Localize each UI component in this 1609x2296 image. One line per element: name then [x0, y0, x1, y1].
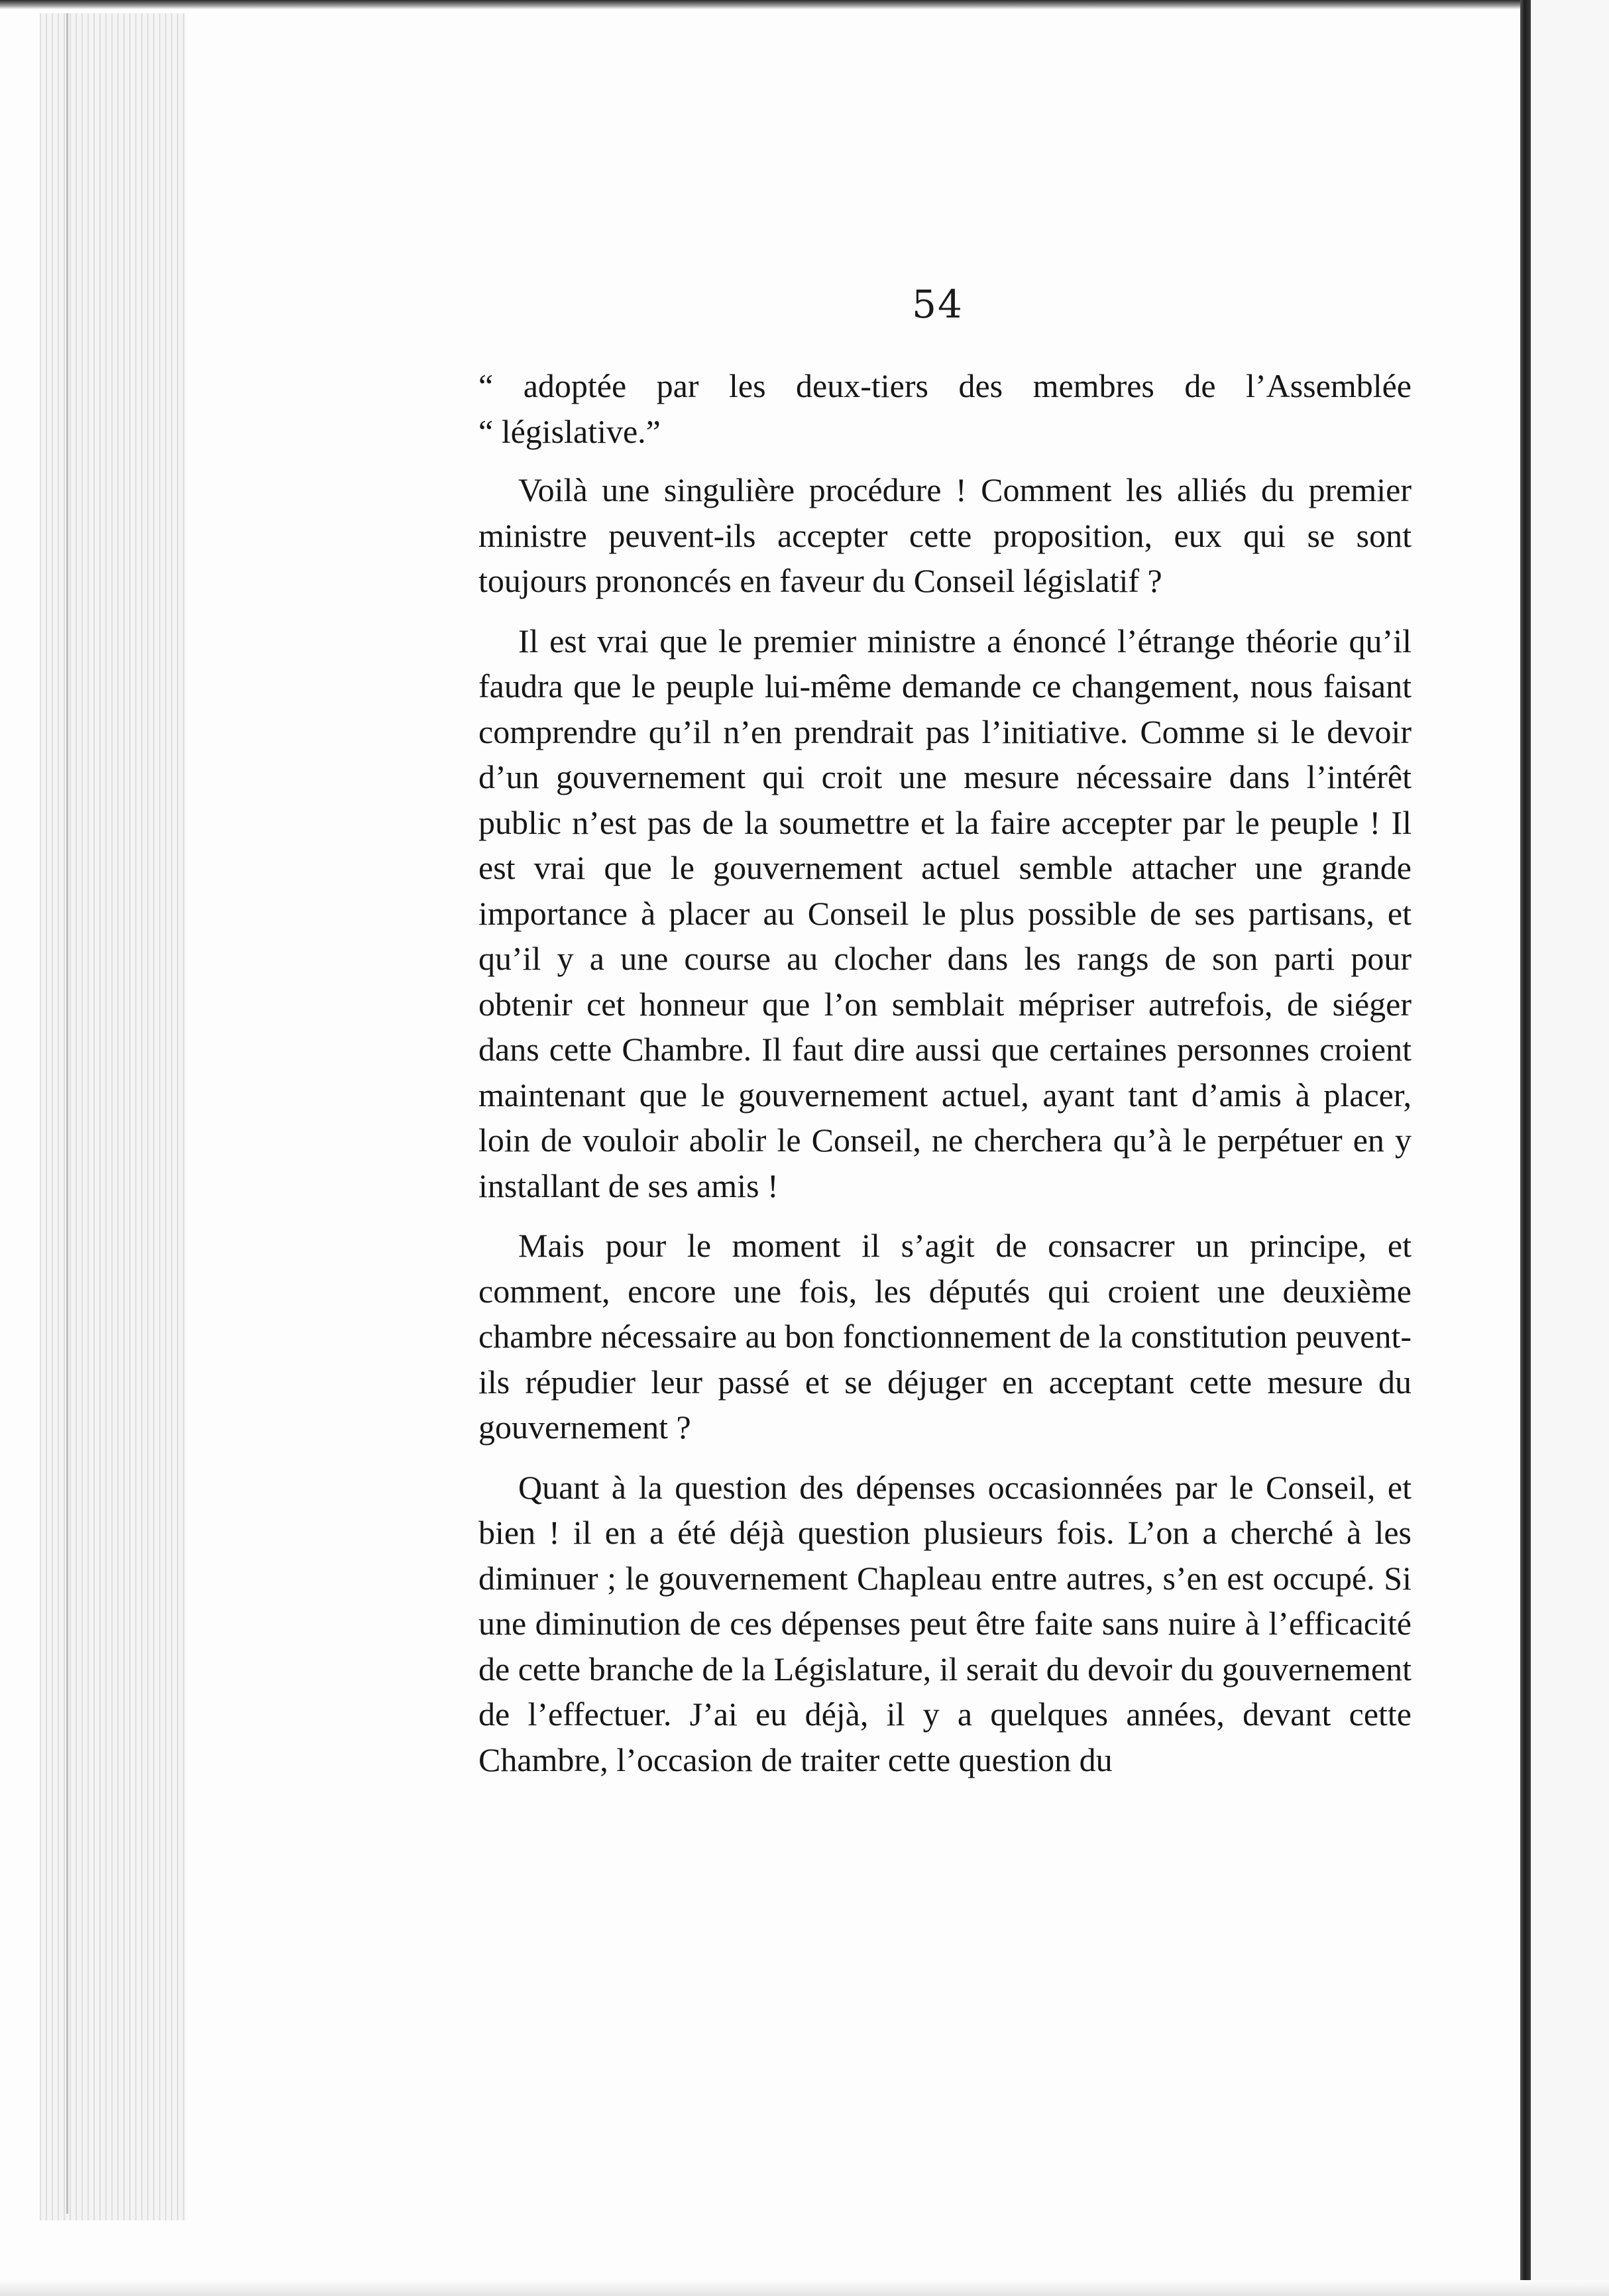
binding-edge — [1520, 0, 1531, 2296]
body-text — [478, 363, 1412, 1797]
paragraph-3: Mais pour le moment il s’agit de consacrer un principe, et comment, encore une fois, les députés qui croient une deuxième chambre nécessaire au bon fonctionnement de la constitution peuvent-ils répudier leur passé et se déjuger en acceptant cette mesure du gouvernement ? — [478, 1227, 1412, 1446]
scan-top-edge — [0, 0, 1609, 9]
page-edge-shadow — [66, 13, 68, 2214]
paragraph-2: Il est vrai que le premier ministre a énoncé l’étrange théorie qu’il faudra que le peuple lui-même demande ce changement, nous faisant comprendre qu’il n’en prendrait pas l’initiative. Comme si le devoir d’un gouvernement qui croit une mesure nécessaire dans l’intérêt public n’est pas de la soumettre et la faire accepter par le peuple ! Il est vrai que le gouvernement actuel semble attacher une grande importance à placer au Conseil le plus possible de ses partisans, et qu’il y a une course au clocher dans les rangs de son parti pour obtenir cet honneur que l’on semblait mépriser autrefois, de siéger dans cette Chambre. Il faut dire aussi que certaines personnes croient maintenant que le gouvernement actuel, ayant tant d’amis à placer, loin de vouloir abolir le Conseil, ne cherchera qu’à le perpétuer en y installant de ses amis ! — [478, 622, 1412, 1204]
quote-line-1: “ adoptée par les deux-tiers des membres de l’Assemblée — [478, 367, 1412, 404]
page-number: 54 — [912, 282, 964, 327]
scan-bottom-edge — [0, 2280, 1609, 2296]
paragraph-4: Quant à la question des dépenses occasionnées par le Conseil, et bien ! il en a été déjà question plusieurs fois. L’on a cherché à les diminuer ; le gouvernement Chapleau entre autres, s’en est occupé. Si une diminution de ces dépenses peut être faite sans nuire à l’efficacité de cette branche de la Législature, il serait du devoir du gouvernement de l’effectuer. J’ai eu déjà, il y a quelques années, devant cette Chambre, l’occasion de traiter cette question du — [478, 1468, 1412, 1778]
stacked-page-edges — [40, 13, 186, 2220]
right-margin — [1524, 0, 1609, 2296]
quote-line-2: “ législative.” — [478, 412, 661, 450]
paragraph-1: Voilà une singulière procédure ! Comment les alliés du premier ministre peuvent-ils accepter cette proposition, eux qui se sont toujours prononcés en faveur du Conseil législatif ? — [478, 471, 1412, 599]
quoted-passage — [478, 363, 1412, 454]
